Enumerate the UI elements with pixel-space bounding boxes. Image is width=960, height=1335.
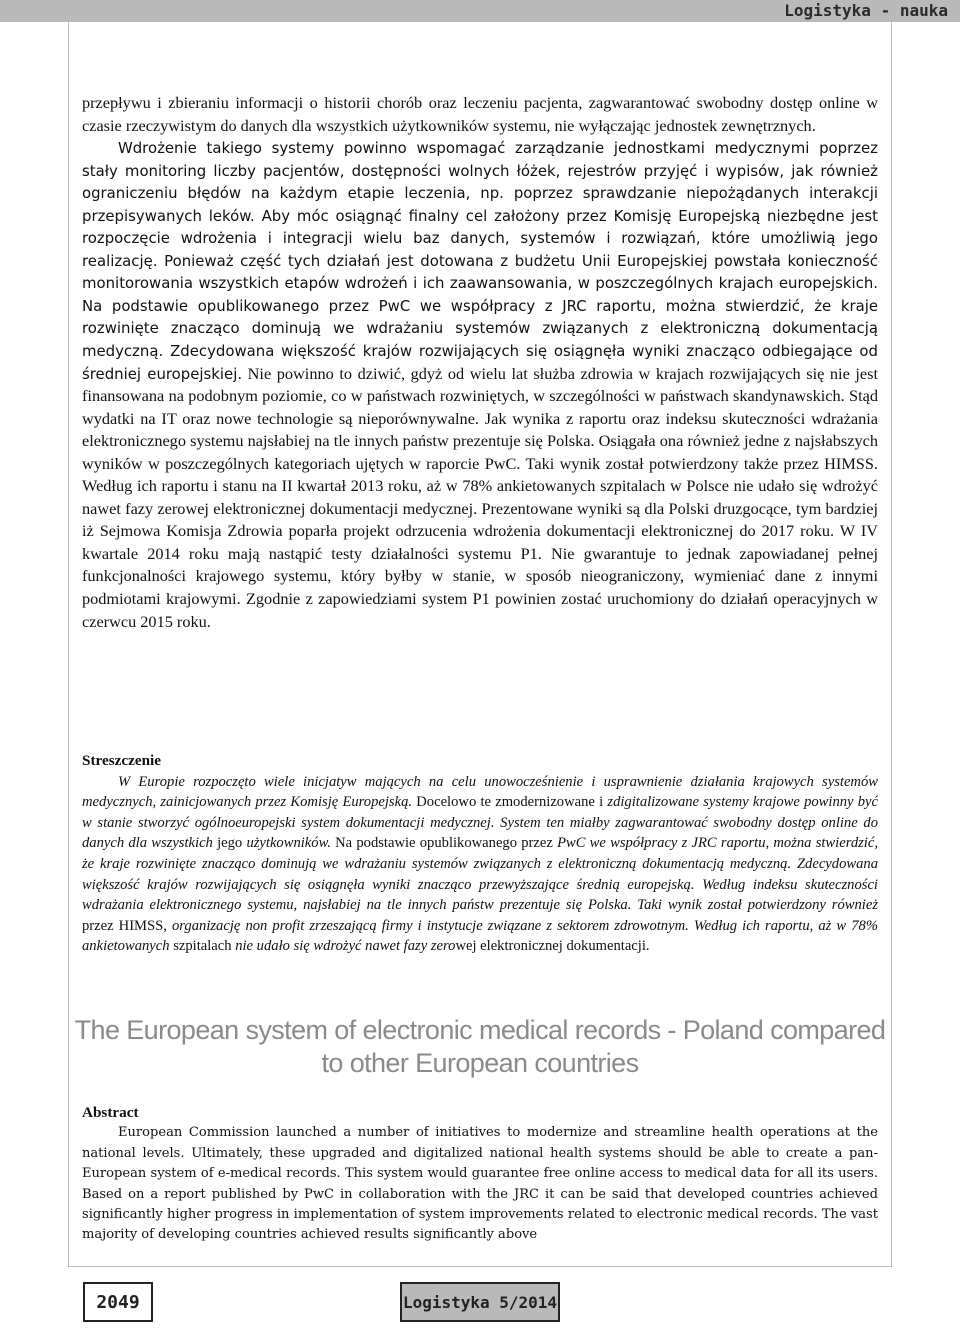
streszczenie-span-10: organizację non profit zrzeszającą firmy i instytucje związane z sektorem zdrowotnym. Według ich raportu, aż w 78% ankietowanych xyxy=(82,917,878,955)
streszczenie-span-13: wej elektronicznej dokumentacji. xyxy=(455,938,650,955)
running-header: Logistyka - nauka xyxy=(784,1,948,20)
header-band xyxy=(0,0,960,22)
streszczenie-span-11: szpitalach xyxy=(169,938,236,955)
streszczenie-span-12: nie udało się wdrożyć nawet fazy zero xyxy=(235,938,456,955)
paragraph-1: przepływu i zbieraniu informacji o historii chorób oraz leczeniu pacjenta, zagwarantować swobodny dostęp online w czasie rzeczywistym do danych dla wszystkich użytkowników systemu, nie wyłączając jednostek zewnętrznych. xyxy=(82,93,878,135)
streszczenie-heading: Streszczenie xyxy=(82,752,161,769)
streszczenie-span-8: iu systemów związanych z elektroniczną dokumentacją medyczną. Zdecydowana większość krajów rozwijających się osiągnęła wyniki znacząco przewyższające średnią europejską. Według indeksu skuteczności wdrażania elektronicznego systemu, najsłabiej na tle innych państw prezentuje się Polska. Taki wynik został potwierdzony również xyxy=(82,855,879,914)
streszczenie-span-3: zdigitalizowane systemy krajowe powinny być w stanie stworzyć ogólnoeuropejski system dokumentacji medycznej. System ten miałby zagwarantować swobodny dostęp online do danych dla wszystkich xyxy=(82,794,878,852)
journal-label: Logistyka 5/2014 xyxy=(400,1282,560,1322)
streszczenie-span-4: jego xyxy=(212,835,247,852)
streszczenie-span-9: przez HIMSS, xyxy=(82,917,172,934)
streszczenie-span-1: W Europie rozpoczęto wiele inicjatyw mających na celu unowocześnienie i usprawnienie działania krajowych systemów medycznych, zainicjowanych przez Komisję Europejską. xyxy=(82,773,878,811)
page-number: 2049 xyxy=(83,1282,153,1322)
abstract-heading: Abstract xyxy=(82,1104,139,1121)
streszczenie-span-2: Docelowo te zmodernizowane i xyxy=(412,794,608,811)
paragraph-2-part-b: Nie powinno to dziwić, gdyż od wielu lat służba zdrowia w krajach rozwijających się nie jest finansowana na podobnym poziomie, co w państwach rozwiniętych, w szczególności w państwach skandynawskich. Stąd wydatki na IT oraz nowe technologie są nieporównywalne. Jak wynika z raportu oraz indeksu skuteczności wdrażania elektronicznego systemu najsłabiej na tle innych państw prezentuje się Polska. Osiągała ona również jedne z najsłabszych wyników w poszczególnych kategoriach ujętych w raporcie PwC. Taki wynik został potwierdzony także przez HIMSS. Według ich raportu i stanu na II kwartał 2013 roku, aż w 78% ankietowanych szpitalach w Polsce nie udało się wdrożyć nawet fazy zerowej elektronicznej dokumentacji medycznej. Prezentowane wyniki są dla Polski druzgocące, tym bardziej iż Sejmowa Komisja Zdrowia poparła projekt odrzucenia wdrożenia dokumentacji elektronicznej do 2017 roku. W IV kwartale 2014 roku mają nastąpić testy działalności systemu P1. Nie gwarantuje to jednak zapowiadanej pełnej funkcjonalności krajowego systemu, który byłby w stanie, w sposób nieograniczony, wymieniać dane z innymi podmiotami krajowymi. Zgodnie z zapowiedziami system P1 powinien zostać uruchomiony do działań operacyjnych w czerwcu 2015 roku. xyxy=(82,363,878,631)
streszczenie-span-5: użytkowników. xyxy=(246,835,331,852)
streszczenie-text xyxy=(82,772,878,957)
streszczenie-span-7: PwC we współpracy z JRC raportu, można stwierdzić, że kraje rozwinięte znacząco dominują we wdrażan xyxy=(82,835,878,872)
main-body xyxy=(82,92,878,633)
paragraph-2-part-a: Wdrożenie takiego systemy powinno wspomagać zarządzanie jednostkami medycznymi poprzez stały monitoring liczby pacjentów, dostępności wolnych łóżek, rejestrów przyjęć i wypisów, jak również ograniczeniu błędów na każdym etapie leczenia, np. poprzez sprawdzanie niepożądanych interakcji przepisywanych leków. Aby móc osiągnąć finalny cel założony przez Komisję Europejską niezbędne jest rozpoczęcie wdrożenia i integracji wielu baz danych, systemów i rozwiązań, które umożliwią jego realizację. Ponieważ część tych działań jest dotowana z budżetu Unii Europejskiej powstała konieczność monitorowania wszystkich etapów wdrożeń i ich zaawansowania, w poszczególnych krajach europejskich. Na podstawie opublikowanego przez PwC we współpracy z JRC raportu, można stwierdzić, że kraje rozwinięte znacząco dominują we wdrażaniu systemów związanych z elektroniczną dokumentacją medyczną. Zdecydowana większość krajów rozwijających się osiągnęła wyniki znacząco odbiegające od średniej europejskiej. xyxy=(82,139,878,383)
english-title: The European system of electronic medical records - Poland compared to other European countries xyxy=(74,1015,886,1078)
paragraph-2 xyxy=(82,137,878,633)
streszczenie-section xyxy=(82,751,878,957)
abstract-text: European Commission launched a number of initiatives to modernize and streamline health operations at the national levels. Ultimately, these upgraded and digitalized national health systems should be able to create a pan-European system of e-medical records. This system would guarantee free online access to medical data for all its users. Based on a report published by PwC in collaboration with the JRC it can be said that developed countries achieved significantly higher progress in implementation of system improvements related to electronic medical records. The vast majority of developing countries achieved results significantly above xyxy=(82,1125,878,1243)
abstract-section xyxy=(82,1103,878,1246)
streszczenie-span-6: Na podstawie opublikowanego przez xyxy=(330,835,558,852)
